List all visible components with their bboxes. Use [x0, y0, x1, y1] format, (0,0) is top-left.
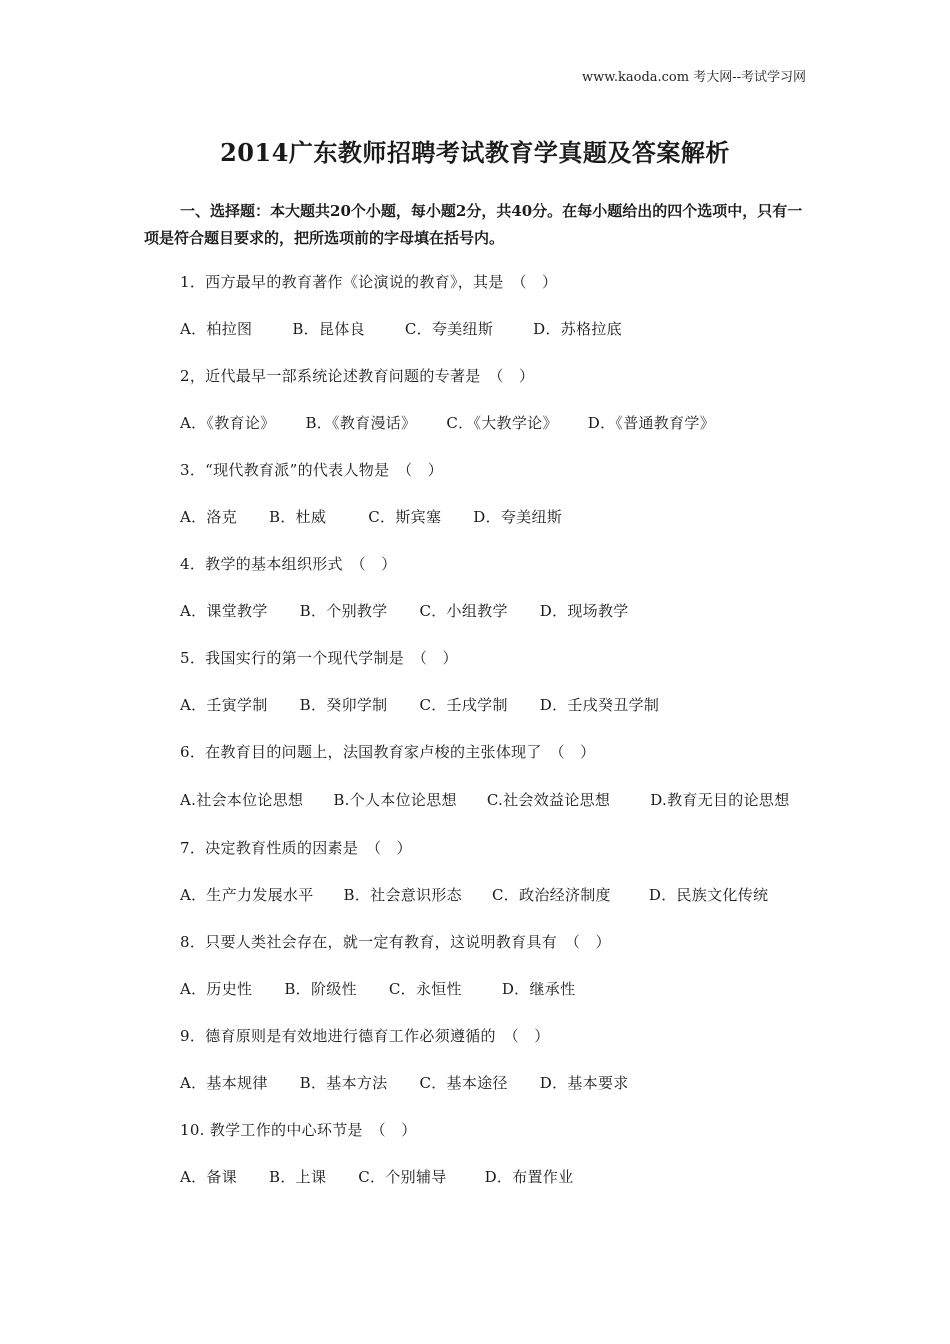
option-a: A．《教育论》: [180, 414, 276, 432]
question-options-9: [144, 1071, 808, 1095]
option-d: D.教育无目的论思想: [650, 791, 790, 809]
question-options-8: [144, 977, 808, 1001]
option-d: D．壬戌癸丑学制: [539, 696, 660, 714]
question-stem-3: 3．“现代教育派”的代表人物是 （ ）: [180, 461, 444, 479]
option-b: B．癸卯学制: [299, 696, 388, 714]
question-stem-5: 5．我国实行的第一个现代学制是 （ ）: [180, 649, 458, 667]
question-options-6: [144, 787, 808, 813]
question-options-7: [144, 883, 808, 907]
question-options-3: [144, 505, 808, 529]
question-stem-4: 4．教学的基本组织形式 （ ）: [180, 555, 397, 573]
site-header: www.kaoda.com 考大网--考试学习网: [582, 70, 806, 85]
option-d: D．布置作业: [484, 1168, 574, 1186]
option-a: A．壬寅学制: [180, 696, 268, 714]
option-a: A．生产力发展水平: [180, 886, 314, 904]
question-stem-8: 8．只要人类社会存在，就一定有教育，这说明教育具有 （ ）: [180, 933, 611, 951]
option-b: B．《教育漫话》: [305, 414, 417, 432]
option-c: C．夸美纽斯: [404, 320, 494, 338]
option-a: A．备课: [180, 1168, 238, 1186]
option-c: C．个别辅导: [358, 1168, 447, 1186]
document-title: 2014广东教师招聘考试教育学真题及答案解析: [220, 138, 730, 167]
option-b: B．基本方法: [299, 1074, 388, 1092]
option-c: C．基本途径: [419, 1074, 508, 1092]
option-d: D．现场教学: [539, 602, 629, 620]
option-a: A．历史性: [180, 980, 253, 998]
option-b: B．上课: [269, 1168, 327, 1186]
option-b: B．社会意识形态: [343, 886, 462, 904]
question-options-5: [144, 693, 808, 717]
question-stem-7: 7．决定教育性质的因素是 （ ）: [180, 839, 412, 857]
question-list: [144, 270, 808, 1189]
question-options-1: [144, 317, 808, 341]
question-options-10: [144, 1165, 808, 1189]
question-stem-6: 6．在教育目的问题上，法国教育家卢梭的主张体现了 （ ）: [180, 743, 596, 761]
option-b: B．个别教学: [299, 602, 388, 620]
question-stem-2: 2，近代最早一部系统论述教育问题的专著是 （ ）: [180, 367, 535, 385]
option-a: A．洛克: [180, 508, 238, 526]
question-options-4: [144, 599, 808, 623]
question-stem-1: 1．西方最早的教育著作《论演说的教育》，其是 （ ）: [180, 273, 558, 291]
question-options-2: [144, 411, 808, 435]
option-b: B．杜威: [269, 508, 327, 526]
option-a: A．课堂教学: [180, 602, 268, 620]
option-a: A.社会本位论思想: [180, 791, 304, 809]
option-c: C.社会效益论思想: [486, 791, 611, 809]
option-c: C．壬戌学制: [419, 696, 508, 714]
option-d: D．民族文化传统: [648, 886, 769, 904]
option-b: B.个人本位论思想: [333, 791, 457, 809]
option-b: B．阶级性: [284, 980, 357, 998]
option-d: D．继承性: [501, 980, 576, 998]
option-d: D．基本要求: [539, 1074, 629, 1092]
option-d: D．苏格拉底: [533, 320, 622, 338]
option-a: A．基本规律: [180, 1074, 268, 1092]
option-b: B．昆体良: [292, 320, 365, 338]
option-c: C．小组教学: [419, 602, 508, 620]
section-intro: 一、选择题：本大题共20个小题，每小题2分，共40分。在每小题给出的四个选项中，只有一项是符合题目要求的，把所选项前的字母填在括号内。: [144, 202, 803, 247]
option-d: D．《普通教育学》: [587, 414, 715, 432]
option-c: C．永恒性: [388, 980, 462, 998]
option-c: C．斯宾塞: [368, 508, 442, 526]
question-stem-10: 10. 教学工作的中心环节是 （ ）: [180, 1121, 417, 1139]
option-a: A．柏拉图: [180, 320, 253, 338]
option-c: C．政治经济制度: [491, 886, 611, 904]
question-stem-9: 9．德育原则是有效地进行德育工作必须遵循的 （ ）: [180, 1027, 550, 1045]
option-c: C．《大教学论》: [446, 414, 558, 432]
option-d: D．夸美纽斯: [473, 508, 563, 526]
